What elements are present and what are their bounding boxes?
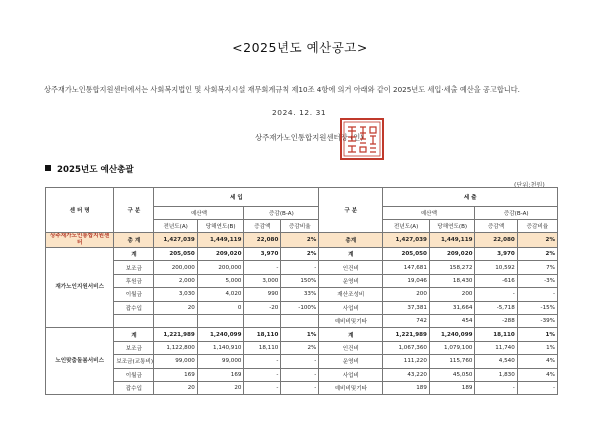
rev-ratio: -100%	[281, 301, 319, 314]
section-title-text: 2025년도 예산총괄	[57, 165, 134, 175]
exp-prev: 111,220	[383, 355, 430, 368]
rev-ratio: -	[281, 355, 319, 368]
exp-ratio: 2%	[517, 248, 557, 261]
total-rev-label: 총 계	[114, 233, 154, 248]
rev-this: 4,020	[197, 288, 244, 301]
header-expense: 세 출	[383, 188, 558, 207]
rev-ratio: -	[281, 261, 319, 274]
exp-this: 1,240,099	[429, 328, 475, 341]
exp-amount: -	[475, 288, 517, 301]
exp-prev: 147,681	[383, 261, 430, 274]
rev-amount: 18,110	[244, 328, 281, 341]
header-rev-change: 증감(B-A)	[244, 207, 319, 220]
rev-ratio: 1%	[281, 328, 319, 341]
exp-label: 인건비	[319, 261, 383, 274]
table-row	[46, 328, 558, 341]
exp-prev: 189	[383, 381, 430, 394]
header-category-exp: 구 분	[319, 188, 383, 233]
rev-prev	[154, 314, 197, 327]
rev-amount: 3,970	[244, 248, 281, 261]
table-row	[46, 261, 558, 274]
rev-amount: -	[244, 261, 281, 274]
exp-ratio: 1%	[517, 341, 557, 354]
rev-this: 200,000	[197, 261, 244, 274]
signer-name: 상주재가노인통합지원센터장	[255, 133, 348, 142]
header-exp-ratio: 증감비율	[517, 220, 557, 233]
rev-ratio: -	[281, 368, 319, 381]
exp-ratio: 7%	[517, 261, 557, 274]
exp-this: 158,272	[429, 261, 475, 274]
budget-summary-table	[45, 187, 558, 395]
exp-amount: 3,970	[475, 248, 517, 261]
budget-groups	[46, 248, 558, 395]
total-center-name: 상주재가노인통합지원센터	[46, 233, 114, 248]
total-exp-amount: 22,080	[475, 233, 517, 248]
rev-label: 이월금	[114, 288, 154, 301]
exp-ratio: 4%	[517, 355, 557, 368]
exp-prev: 205,050	[383, 248, 430, 261]
rev-ratio: 33%	[281, 288, 319, 301]
rev-label	[114, 314, 154, 327]
rev-this: 1,240,099	[197, 328, 244, 341]
exp-label: 인건비	[319, 341, 383, 354]
header-rev-prev: 전년도(A)	[154, 220, 197, 233]
rev-this: 169	[197, 368, 244, 381]
rev-label: 잡수입	[114, 381, 154, 394]
total-exp-ratio: 2%	[517, 233, 557, 248]
rev-ratio	[281, 314, 319, 327]
exp-prev: 200	[383, 288, 430, 301]
exp-this: 45,050	[429, 368, 475, 381]
header-exp-change: 증감(B-A)	[475, 207, 558, 220]
rev-amount: 18,110	[244, 341, 281, 354]
header-center-name: 센 터 명	[46, 188, 114, 233]
exp-ratio: 1%	[517, 328, 557, 341]
rev-label: 보조금	[114, 261, 154, 274]
exp-ratio: -	[517, 288, 557, 301]
exp-prev: 19,046	[383, 274, 430, 287]
exp-this: 1,079,100	[429, 341, 475, 354]
rev-amount: 3,000	[244, 274, 281, 287]
table-row	[46, 274, 558, 287]
total-exp-prev: 1,427,039	[383, 233, 430, 248]
unit-note: (단위:천원)	[514, 182, 545, 189]
table-row	[46, 314, 558, 327]
header-rev-this: 당해연도(B)	[197, 220, 244, 233]
exp-this: 209,020	[429, 248, 475, 261]
rev-prev: 20	[154, 381, 197, 394]
exp-label: 운영비	[319, 355, 383, 368]
exp-prev: 742	[383, 314, 430, 327]
official-seal-icon	[337, 117, 387, 161]
rev-label: 잡수입	[114, 301, 154, 314]
exp-label: 운영비	[319, 274, 383, 287]
page-title: <2025년도 예산공고>	[232, 40, 368, 55]
rev-prev: 3,030	[154, 288, 197, 301]
exp-ratio: -	[517, 381, 557, 394]
rev-this	[197, 314, 244, 327]
square-bullet-icon	[45, 165, 51, 171]
rev-prev: 20	[154, 301, 197, 314]
total-exp-this: 1,449,119	[429, 233, 475, 248]
exp-this: 18,430	[429, 274, 475, 287]
total-exp-label: 총계	[319, 233, 383, 248]
rev-prev: 99,000	[154, 355, 197, 368]
exp-this: 454	[429, 314, 475, 327]
rev-amount: 990	[244, 288, 281, 301]
table-row	[46, 368, 558, 381]
rev-amount: -	[244, 368, 281, 381]
rev-label: 후원금	[114, 274, 154, 287]
exp-label: 계	[319, 248, 383, 261]
table-row	[46, 381, 558, 394]
exp-label: 사업비	[319, 301, 383, 314]
rev-prev: 200,000	[154, 261, 197, 274]
exp-prev: 1,221,989	[383, 328, 430, 341]
header-category-rev: 구 분	[114, 188, 154, 233]
rev-this: 5,000	[197, 274, 244, 287]
rev-prev: 205,050	[154, 248, 197, 261]
notice-date: 2024. 12. 31	[272, 108, 327, 117]
exp-amount: 10,592	[475, 261, 517, 274]
rev-amount: -20	[244, 301, 281, 314]
header-exp-budget: 예산액	[383, 207, 475, 220]
exp-this: 200	[429, 288, 475, 301]
rev-label: 계	[114, 248, 154, 261]
exp-amount: 11,740	[475, 341, 517, 354]
exp-label: 계	[319, 328, 383, 341]
exp-label: 예비비및기타	[319, 314, 383, 327]
exp-amount: 18,110	[475, 328, 517, 341]
rev-this: 209,020	[197, 248, 244, 261]
rev-this: 20	[197, 381, 244, 394]
exp-amount: -616	[475, 274, 517, 287]
rev-this: 99,000	[197, 355, 244, 368]
header-revenue: 세 입	[154, 188, 319, 207]
table-row	[46, 288, 558, 301]
exp-amount: -	[475, 381, 517, 394]
rev-label: 보조금	[114, 341, 154, 354]
exp-ratio: -39%	[517, 314, 557, 327]
exp-amount: 1,830	[475, 368, 517, 381]
exp-prev: 43,220	[383, 368, 430, 381]
exp-this: 31,664	[429, 301, 475, 314]
rev-this: 1,140,910	[197, 341, 244, 354]
table-row-total	[46, 233, 558, 248]
header-exp-amount: 증감액	[475, 220, 517, 233]
exp-amount: 4,540	[475, 355, 517, 368]
rev-prev: 1,122,800	[154, 341, 197, 354]
exp-amount: -5,718	[475, 301, 517, 314]
exp-prev: 1,067,360	[383, 341, 430, 354]
rev-label: 이월금	[114, 368, 154, 381]
exp-label: 사업비	[319, 368, 383, 381]
table-row	[46, 355, 558, 368]
signer-mark: (인)	[350, 133, 364, 142]
rev-amount: -	[244, 355, 281, 368]
total-rev-amount: 22,080	[244, 233, 281, 248]
intro-text: 상주재가노인통합지원센터에서는 사회복지법인 및 사회복지시설 재무회계규칙 제10조 4항에 의거 아래와 같이 2025년도 세입·세출 예산을 공고합니다.	[44, 85, 520, 94]
rev-ratio: 2%	[281, 341, 319, 354]
exp-ratio: -3%	[517, 274, 557, 287]
table-row	[46, 301, 558, 314]
exp-this: 115,760	[429, 355, 475, 368]
table-row	[46, 248, 558, 261]
total-rev-ratio: 2%	[281, 233, 319, 248]
exp-label: 재산조성비	[319, 288, 383, 301]
header-exp-prev: 전년도(A)	[383, 220, 430, 233]
total-rev-this: 1,449,119	[197, 233, 244, 248]
section-title	[45, 163, 134, 175]
header-exp-this: 당해연도(B)	[429, 220, 475, 233]
exp-ratio: 4%	[517, 368, 557, 381]
header-rev-budget: 예산액	[154, 207, 244, 220]
rev-amount: -	[244, 381, 281, 394]
exp-this: 189	[429, 381, 475, 394]
exp-amount: -288	[475, 314, 517, 327]
rev-label: 보조금(교통비)	[114, 355, 154, 368]
header-rev-ratio: 증감비율	[281, 220, 319, 233]
total-rev-prev: 1,427,039	[154, 233, 197, 248]
rev-prev: 169	[154, 368, 197, 381]
rev-prev: 1,221,989	[154, 328, 197, 341]
rev-this: 0	[197, 301, 244, 314]
exp-label: 예비비및기타	[319, 381, 383, 394]
table-row	[46, 341, 558, 354]
exp-ratio: -15%	[517, 301, 557, 314]
exp-prev: 37,381	[383, 301, 430, 314]
rev-amount	[244, 314, 281, 327]
rev-ratio: 150%	[281, 274, 319, 287]
rev-ratio: -	[281, 381, 319, 394]
group-name: 노인맞춤돌봄서비스	[46, 328, 114, 395]
rev-ratio: 2%	[281, 248, 319, 261]
rev-label: 계	[114, 328, 154, 341]
group-name: 재가노인지원서비스	[46, 248, 114, 328]
header-rev-amount: 증감액	[244, 220, 281, 233]
rev-prev: 2,000	[154, 274, 197, 287]
